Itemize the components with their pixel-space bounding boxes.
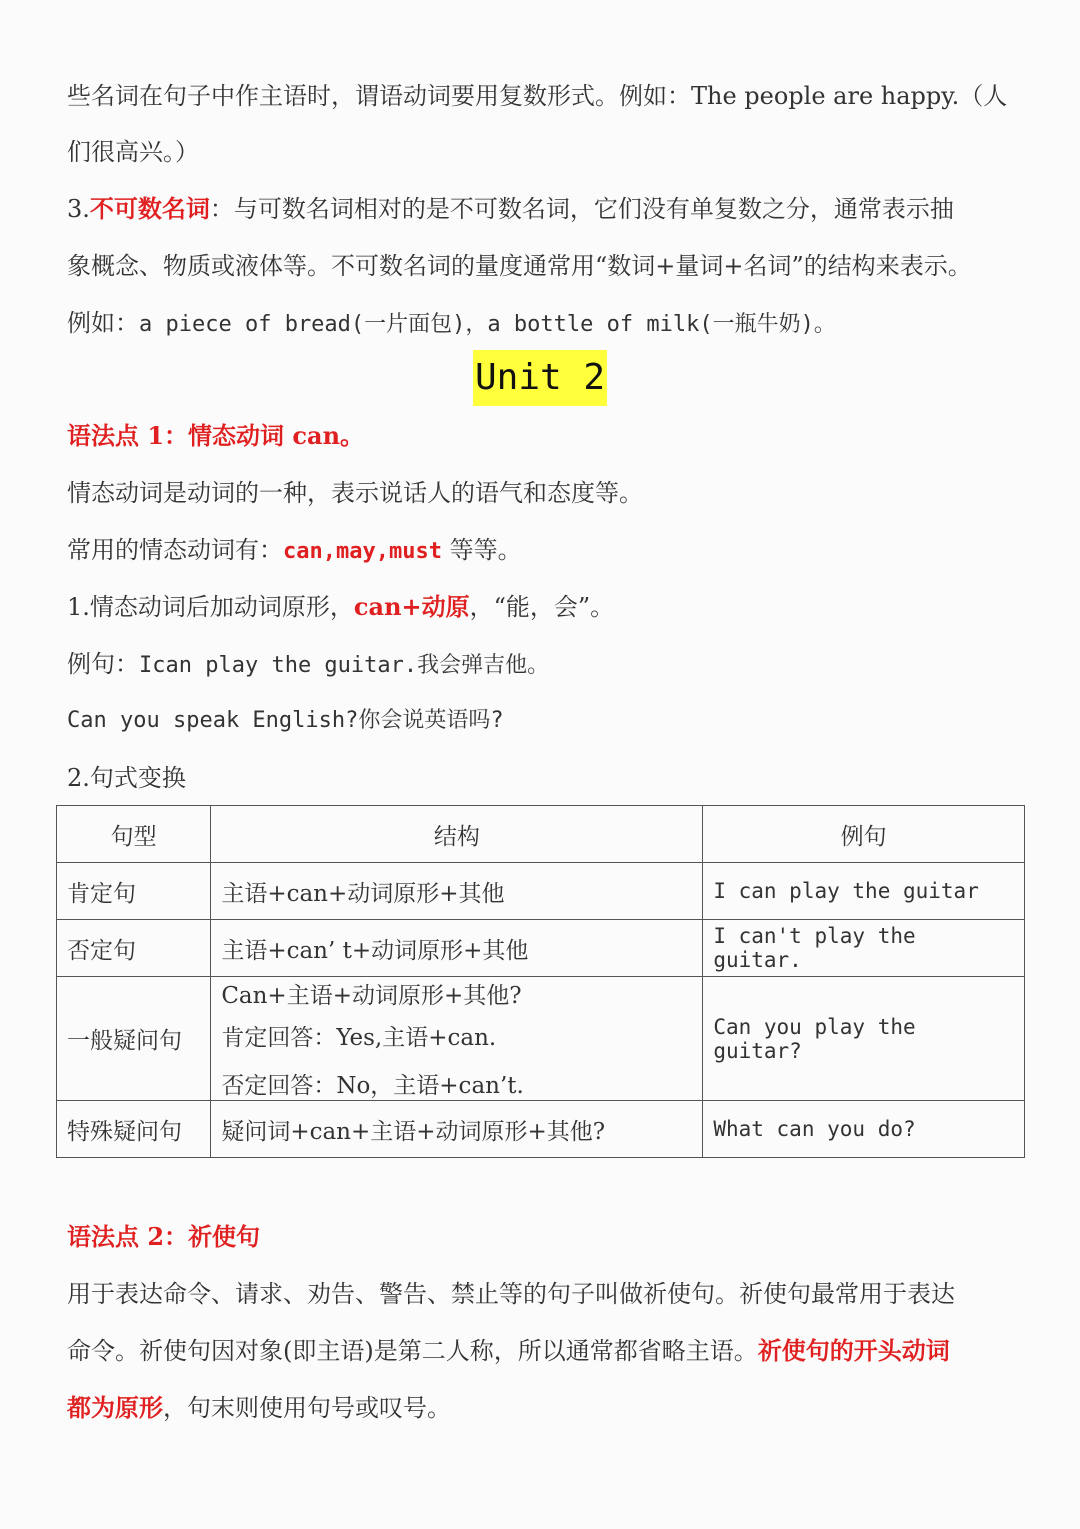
unit-title-row bbox=[0, 350, 1080, 406]
header-example: 例句 bbox=[703, 806, 1025, 863]
modal-rule-prefix: 1.情态动词后加动词原形， bbox=[67, 593, 354, 621]
table-row bbox=[57, 1101, 1025, 1158]
row-structure bbox=[211, 977, 703, 1101]
common-modals-words: can,may,must bbox=[283, 539, 442, 564]
example-sentence-1 bbox=[67, 646, 1020, 684]
uncountable-paragraph-line-2: 象概念、物质或液体等。不可数名词的量度通常用“数词+量词+名词”的结构来表示。 bbox=[67, 252, 972, 280]
row-example: I can't play the guitar. bbox=[703, 920, 1025, 977]
header-type: 句型 bbox=[57, 806, 211, 863]
imperative-line-2 bbox=[67, 1333, 1020, 1369]
uncountable-def: ：与可数名词相对的是不可数名词，它们没有单复数之分，通常表示抽 bbox=[209, 195, 954, 223]
table-row bbox=[57, 977, 1025, 1101]
imperative-text: 命令。祈使句因对象(即主语)是第二人称，所以通常都省略主语。 bbox=[67, 1337, 758, 1365]
affirmative-answer: 肯定回答：Yes,主语+can. bbox=[221, 1025, 497, 1051]
row-type: 一般疑问句 bbox=[57, 977, 211, 1101]
grammar-point-1-heading: 语法点 1：情态动词 can。 bbox=[67, 421, 365, 450]
row-type: 否定句 bbox=[57, 920, 211, 977]
imperative-line-3 bbox=[67, 1390, 1020, 1426]
row-example: Can you play the guitar? bbox=[703, 977, 1025, 1101]
row-example: I can play the guitar bbox=[703, 863, 1025, 920]
uncountable-paragraph-line-3 bbox=[67, 305, 1020, 343]
uncountable-term: 不可数名词 bbox=[89, 194, 210, 223]
header-structure: 结构 bbox=[211, 806, 703, 863]
sentence-transform-heading: 2.句式变换 bbox=[67, 764, 186, 792]
example-sentence-2: Can you speak English?你会说英语吗? bbox=[67, 708, 504, 733]
common-modals-line bbox=[67, 532, 1020, 570]
modal-rule-red: can+动原 bbox=[353, 592, 470, 621]
table-header-row bbox=[57, 806, 1025, 863]
imperative-highlight: 都为原形 bbox=[67, 1393, 163, 1422]
unit-title: Unit 2 bbox=[473, 350, 607, 406]
modal-rule-line bbox=[67, 589, 1020, 625]
intro-line-1: 些名词在句子中作主语时，谓语动词要用复数形式。例如：The people are happy.（人 bbox=[67, 82, 1008, 110]
modal-verb-definition: 情态动词是动词的一种，表示说话人的语气和态度等。 bbox=[67, 479, 643, 507]
negative-answer: 否定回答：No，主语+can’t. bbox=[221, 1073, 524, 1099]
imperative-highlight: 祈使句的开头动词 bbox=[757, 1336, 950, 1365]
example-label: 例如： bbox=[67, 309, 139, 337]
grammar-point-2-heading: 语法点 2：祈使句 bbox=[67, 1222, 261, 1251]
uncountable-paragraph-line-1 bbox=[67, 191, 1020, 227]
imperative-text: ，句末则使用句号或叹号。 bbox=[163, 1394, 451, 1422]
common-modals-label: 常用的情态动词有： bbox=[67, 536, 283, 564]
question-structure: Can+主语+动词原形+其他? bbox=[221, 983, 522, 1009]
example-label: 例句： bbox=[67, 650, 139, 678]
row-example: What can you do? bbox=[703, 1101, 1025, 1158]
row-structure: 主语+can’ t+动词原形+其他 bbox=[211, 920, 703, 977]
sentence-pattern-table bbox=[56, 805, 1025, 1158]
item-number: 3. bbox=[67, 195, 90, 223]
row-structure: 疑问词+can+主语+动词原形+其他? bbox=[211, 1101, 703, 1158]
imperative-line-1: 用于表达命令、请求、劝告、警告、禁止等的句子叫做祈使句。祈使句最常用于表达 bbox=[67, 1280, 955, 1308]
row-type: 特殊疑问句 bbox=[57, 1101, 211, 1158]
example-text-1: Ican play the guitar.我会弹吉他。 bbox=[139, 653, 550, 678]
modal-rule-end: ，“能，会”。 bbox=[469, 593, 615, 621]
uncountable-example: a piece of bread(一片面包)，a bottle of milk(一瓶牛奶)。 bbox=[139, 312, 836, 337]
intro-line-2: 们很高兴。） bbox=[67, 138, 199, 166]
table-row bbox=[57, 920, 1025, 977]
row-type: 肯定句 bbox=[57, 863, 211, 920]
table-row bbox=[57, 863, 1025, 920]
row-structure: 主语+can+动词原形+其他 bbox=[211, 863, 703, 920]
common-modals-end: 等等。 bbox=[441, 536, 522, 564]
